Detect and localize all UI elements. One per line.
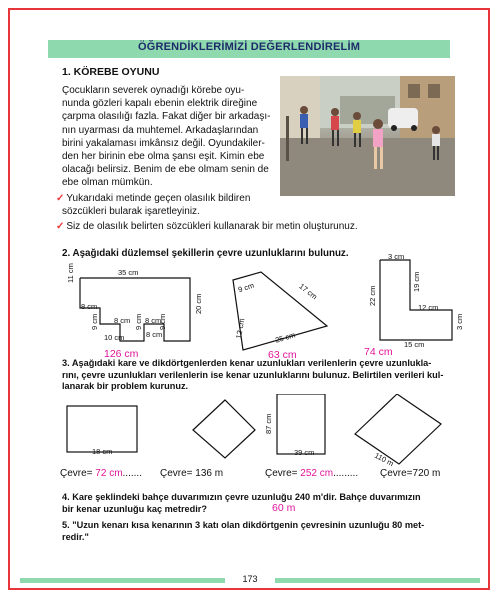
section2-title: 2. Aşağıdaki düzlemsel şekillerin çevre uzunluklarını bulunuz. [62,248,349,259]
shape1-label: 9 cm [158,313,167,330]
text-line: redir." [62,531,89,542]
shape1-label: 35 cm [118,268,139,277]
rectangle-shape [277,394,325,454]
rectangle-side-label: 87 cm [264,413,273,434]
footer-line-left [20,578,225,583]
shape3-label: 12 cm [418,303,439,312]
task-a-line: sözcükleri bularak işaretleyiniz. [62,206,200,218]
section5-paragraph [62,520,472,543]
page-number: 173 [242,574,258,584]
shape1-answer: 126 cm [104,348,139,360]
shape3-label: 19 cm [412,271,421,292]
perimeter-answer-1 [60,468,142,479]
perimeter-answer-3 [265,468,358,479]
text-line: çarpma olasılığı fazla. Fakat diğer bir arkadaşı- [62,111,271,123]
check-icon: ✓ [56,193,65,204]
shape1-label: 11 cm [66,263,75,283]
text-line: bir kenar uzunluğu kaç metredir? [62,503,207,514]
square-side-label: 18 cm [92,447,113,456]
task-b [56,220,466,233]
shape1-label: 9 cm [134,313,143,330]
shape3-label: 22 cm [368,285,377,306]
check-icon: ✓ [56,221,65,232]
text-line: olacağı belirsiz. Benim de ebe olmam senin de [62,164,269,176]
text-line: 3. Aşağıdaki kare ve dikdörtgenlerden kenar uzunlukları verilenlerin çevre uzunlukla- [62,358,432,368]
text-line: Çocukların severek oynadığı körebe oyu- [62,85,245,96]
shape1-label: 10 cm [104,333,125,342]
text-line: 5. "Uzun kenarı kısa kenarının 3 katı olan dikdörtgenin çevresinin uzunluğu 80 met- [62,520,425,530]
text-line: nın uyarması da muhtemel. Arkadaşlarından [62,124,259,136]
shape1-label: 8 cm [114,316,131,325]
perimeter-value: 72 cm [95,468,123,479]
rotated-rectangle-shape [355,394,441,464]
perimeter-prefix: Çevre= 136 m [160,468,224,479]
shape3-label: 15 cm [404,340,425,349]
text-line: birini yakalaması imkânsız değil. Oyundakiler- [62,137,265,149]
shape2-label: 17 cm [297,281,320,302]
section4-answer: 60 m [272,502,296,514]
text-line: rını, çevre uzunlukları verilenlerin ise kenar uzunluklarını bulunuz. Belirtilen verileri kul- [62,369,444,380]
perimeter-value: 252 cm [300,468,334,479]
shape3-label: 3 cm [455,313,464,330]
rotated-rectangle-label: 110 m [373,450,396,469]
task-b-line: Siz de olasılık belirten sözcükleri kullanarak bir metin oluşturunuz. [66,221,358,232]
perimeter-answer-4 [380,468,440,479]
shape3-label: 3 cm [388,252,405,261]
task-a-line: Yukarıdaki metinde geçen olasılık bildiren [66,193,251,204]
shape3-answer: 74 cm [364,346,393,358]
shape1-label: 8 cm [81,302,98,311]
shape2-answer: 63 cm [268,349,297,361]
perimeter-dots: ......... [333,468,359,479]
text-line: 4. Kare şeklindeki bahçe duvarımızın çevre uzunluğu 240 m'dir. Bahçe duvarımızın [62,492,421,502]
rhombus-shape [193,400,255,458]
perimeter-answer-2 [160,468,223,479]
children-playing-photo [280,76,455,196]
shape2-label: 12 cm [234,317,247,340]
shape1-label: 8 cm [145,316,162,325]
text-line: lanarak bir problem kurunuz. [62,381,189,391]
shape3-l-shape-figure [370,254,460,346]
perimeter-prefix: Çevre= [60,468,93,479]
text-line: nunda gözleri kapalı ebenin elektrik direğine [62,98,258,110]
text-line: ebe olman mümkün. [62,177,153,189]
perimeter-prefix: Çevre=720 m [380,468,441,479]
perimeter-dots: ....... [122,468,142,479]
section1-title: 1. KÖREBE OYUNU [62,66,160,78]
footer-line-right [275,578,480,583]
section1-paragraph [62,84,276,190]
shape1-label: 8 cm [146,330,163,339]
text-line: den her birinin ebe olma şansı eşit. Kimin ebe [62,151,265,163]
task-a [56,192,316,218]
shape1-label: 9 cm [90,313,99,330]
shape2-label: 25 cm [274,330,297,345]
shape2-label: 9 cm [237,280,256,295]
section3-paragraph [62,358,472,393]
shape1-label: 20 cm [194,293,203,314]
perimeter-prefix: Çevre= [265,468,298,479]
page-title: ÖĞRENDİKLERİMİZİ DEĞERLENDİRELİM [137,41,361,53]
square-shape [67,406,137,452]
section4-paragraph [62,492,472,515]
rectangle-bottom-label: 39 cm [294,448,315,457]
